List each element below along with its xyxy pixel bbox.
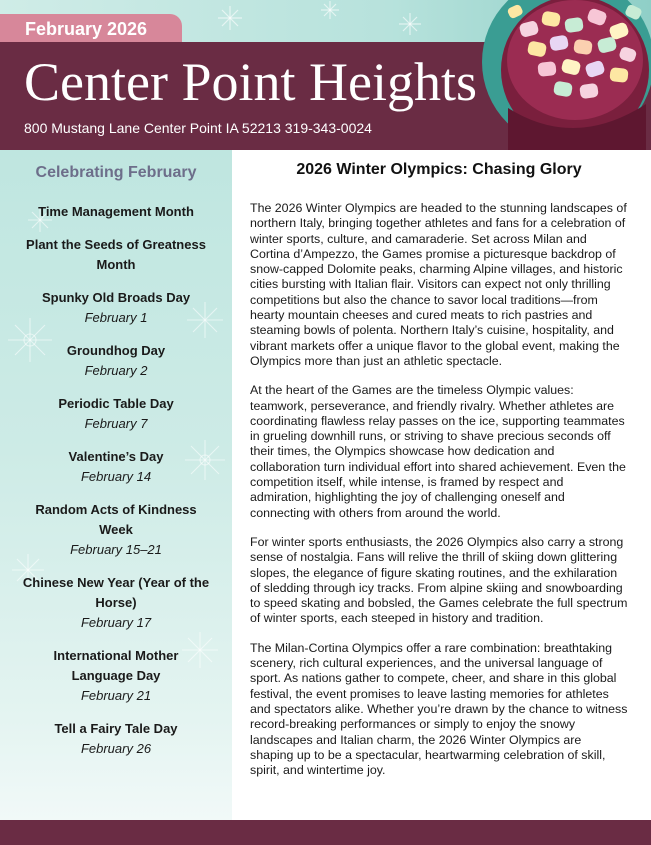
observance-name: Time Management Month (38, 204, 194, 219)
address-line: 800 Mustang Lane Center Point IA 52213 319-343-0024 (24, 120, 372, 136)
observance-name: Groundhog Day (66, 343, 166, 358)
observance-item (0, 646, 232, 706)
observance-date: February 2 (84, 363, 148, 378)
observance-name: Tell a Fairy Tale Day (54, 721, 178, 736)
candy-hearts-bowl-icon (450, 0, 651, 150)
article-body (250, 201, 628, 778)
article (250, 150, 628, 792)
observance-date: February 7 (84, 416, 148, 431)
article-paragraph: The 2026 Winter Olympics are headed to the stunning landscapes of northern Italy, bringing together athletes and fans for a celebration of winter sports, culture, and camaraderie. Set across Milan and Cortina d’Ampezzo, the Games promise a picturesque backdrop of snow-capped Dolomite peaks, charming Alpine villages, and historic cities bursting with Italian flair. Visitors can expect not only thrilling competitions but also the chance to savor local traditions—from hearty mountain cheeses and cured meats to rich pastries and steaming bowls of polenta. Northern Italy’s cuisine, hospitality, and vibrant markets offer a unique flavor to the global event, making the Olympics more than just an athletic spectacle. (250, 201, 627, 368)
article-paragraph: For winter sports enthusiasts, the 2026 Olympics also carry a strong sense of nostalgia. Fans will relive the thrill of skiing down glittering slopes, the elegance of figure skating routines, and the exhilaration of sledding through icy tracks. From alpine skiing and snowboarding to speed skating and bobsled, the Games celebrate the full spectrum of winter sports, each steeped in history and tradition. (250, 534, 628, 626)
observance-date: February 21 (80, 688, 152, 703)
observance-item (0, 719, 232, 759)
observance-name: Chinese New Year (Year of the Horse) (22, 575, 210, 610)
sidebar-heading: Celebrating February (35, 164, 197, 181)
observance-item (0, 447, 232, 487)
observance-item (0, 394, 232, 434)
observance-item (0, 500, 232, 560)
observance-date: February 26 (80, 741, 152, 756)
article-paragraph: The Milan-Cortina Olympics offer a rare combination: breathtaking scenery, rich cultural experiences, and the universal language of sport. As nations gather to compete, cheer, and share in this global festival, the event promises to leave lasting memories for athletes and spectators alike. Whether you’re drawn by the chance to witness record-breaking performances or simply to enjoy the snowy landscapes and Italian charm, the 2026 Winter Olympics are shaping up to be a spectacular, heartwarming celebration of skill, spirit, and wintertime joy. (250, 640, 628, 778)
observance-list (0, 202, 232, 759)
observance-item (0, 202, 232, 222)
observance-item (0, 288, 232, 328)
observance-date: February 17 (80, 615, 152, 630)
observance-name: Valentine’s Day (68, 449, 164, 464)
article-paragraph: At the heart of the Games are the timeless Olympic values: teamwork, perseverance, and friendly rivalry. Whether athletes are coordinating flawless relay passes on the ice, supporting teammates in grueling downhill runs, or striving to shave precious seconds off their times, the Olympics showcase how dedication and collaboration turn individual effort into shared achievement. Even the competition itself, while intense, is framed by respect and admiration, highlighting the joy of challenging oneself and connecting with others from around the world. (250, 383, 626, 520)
observance-name: Periodic Table Day (58, 396, 174, 411)
observance-item (0, 235, 232, 275)
observance-name: Random Acts of Kindness Week (35, 502, 197, 537)
month-tab: February 2026 (0, 14, 182, 43)
observance-item (0, 341, 232, 381)
page-title: Center Point Heights (24, 52, 477, 112)
observance-date: February 1 (84, 310, 148, 325)
article-title: 2026 Winter Olympics: Chasing Glory (296, 161, 582, 178)
observance-date: February 14 (80, 469, 152, 484)
observance-name: International Mother Language Day (53, 648, 179, 683)
observance-name: Spunky Old Broads Day (41, 290, 191, 305)
observance-date: February 15–21 (70, 542, 162, 557)
sidebar (0, 150, 232, 820)
observance-name: Plant the Seeds of Greatness Month (26, 237, 206, 272)
footer-bar (0, 820, 651, 845)
observance-item (0, 573, 232, 633)
